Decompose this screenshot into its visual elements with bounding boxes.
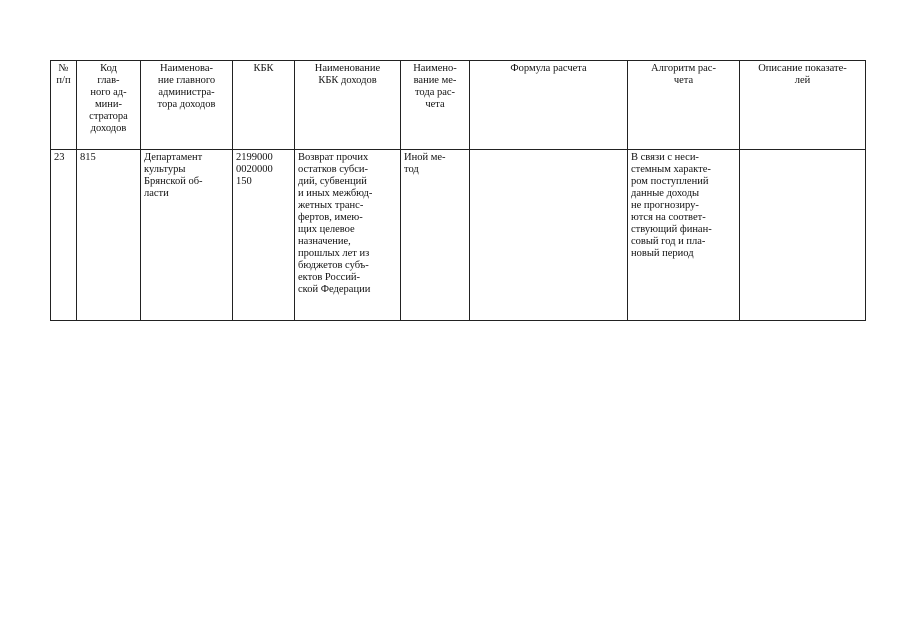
cell-admin-name: Департамент культуры Брянской об- ласти [141, 150, 233, 321]
header-algorithm: Алгоритм рас- чета [628, 61, 740, 150]
header-kbk-name: Наименование КБК доходов [295, 61, 401, 150]
cell-algorithm: В связи с неси- стемным характе- ром поступлений данные доходы не прогнозиру- ются на соответ- ствующий финан- совый год и пла- новый период [628, 150, 740, 321]
cell-method-name: Иной ме- тод [401, 150, 470, 321]
header-number: № п/п [51, 61, 77, 150]
cell-admin-code: 815 [77, 150, 141, 321]
table-header-row [51, 61, 866, 150]
cell-formula [470, 150, 628, 321]
table-row [51, 150, 866, 321]
header-admin-code: Код глав- ного ад- мини- стратора доходов [77, 61, 141, 150]
cell-number: 23 [51, 150, 77, 321]
revenue-forecast-table [50, 60, 866, 321]
cell-kbk: 2199000 0020000 150 [233, 150, 295, 321]
cell-description [740, 150, 866, 321]
header-kbk: КБК [233, 61, 295, 150]
header-formula: Формула расчета [470, 61, 628, 150]
header-admin-name: Наименова- ние главного администра- тора доходов [141, 61, 233, 150]
header-description: Описание показате- лей [740, 61, 866, 150]
header-method-name: Наимено- вание ме- тода рас- чета [401, 61, 470, 150]
cell-kbk-name: Возврат прочих остатков субси- дий, субвенций и иных межбюд- жетных транс- фертов, имею- щих целевое назначение, прошлых лет из бюджетов субъ- ектов Россий- ской Федерации [295, 150, 401, 321]
